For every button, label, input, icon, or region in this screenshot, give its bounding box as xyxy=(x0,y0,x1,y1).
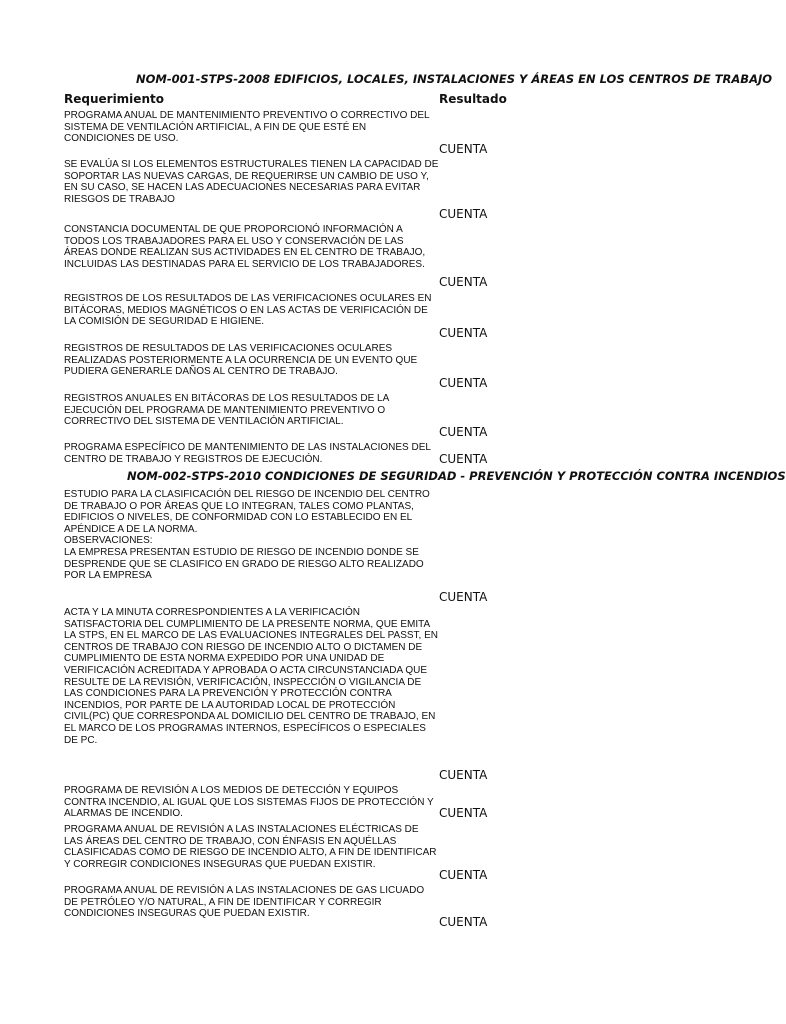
requirement-text: ESTUDIO PARA LA CLASIFICACIÓN DEL RIESGO DE INCENDIO DEL CENTRO DE TRABAJO O POR ÁREAS QUE LO INTEGRAN, TALES COMO PLANTAS, EDIFICIOS O NIVELES, DE CONFORMIDAD CON LO ESTABLECIDO EN EL APÉNDICE A DE LA NORMA. xyxy=(64,489,430,535)
requirement-row: PROGRAMA DE REVISIÓN A LOS MEDIOS DE DETECCIÓN Y EQUIPOS CONTRA INCENDIO, AL IGUAL QUE LOS SISTEMAS FIJOS DE PROTECCIÓN Y ALARMAS DE INCENDIO. xyxy=(64,785,434,820)
requirement-row: REGISTROS DE RESULTADOS DE LAS VERIFICACIONES OCULARES REALIZADAS POSTERIORMENTE A LA OCURRENCIA DE UN EVENTO QUE PUDIERA GENERARLE DAÑOS AL CENTRO DE TRABAJO. xyxy=(64,343,418,378)
requirement-column-header: Requerimiento xyxy=(64,92,164,106)
requirement-row: PROGRAMA ANUAL DE MANTENIMIENTO PREVENTIVO O CORRECTIVO DEL SISTEMA DE VENTILACIÓN ARTIFICIAL, A FIN DE QUE ESTÉ EN CONDICIONES DE USO. xyxy=(64,110,430,145)
requirement-row: PROGRAMA ANUAL DE REVISIÓN A LAS INSTALACIONES DE GAS LICUADO DE PETRÓLEO Y/O NATURAL, A FIN DE IDENTIFICAR Y CORREGIR CONDICIONES INSEGURAS QUE PUEDAN EXISTIR. xyxy=(64,885,425,920)
result-cell: CUENTA xyxy=(439,376,488,390)
result-cell: CUENTA xyxy=(439,425,488,439)
result-cell: CUENTA xyxy=(439,806,488,820)
result-cell: CUENTA xyxy=(439,207,488,221)
result-cell: CUENTA xyxy=(439,326,488,340)
result-cell: CUENTA xyxy=(439,590,488,604)
observations-label: OBSERVACIONES: xyxy=(64,535,153,547)
result-cell: CUENTA xyxy=(439,768,488,782)
section-title-nom-002: NOM-002-STPS-2010 CONDICIONES DE SEGURIDAD - PREVENCIÓN Y PROTECCIÓN CONTRA INCENDIOS xyxy=(127,469,786,483)
requirement-row: REGISTROS ANUALES EN BITÁCORAS DE LOS RESULTADOS DE LA EJECUCIÓN DEL PROGRAMA DE MANTENIMIENTO PREVENTIVO O CORRECTIVO DEL SISTEMA DE VENTILACIÓN ARTIFICIAL. xyxy=(64,393,389,428)
requirement-row: PROGRAMA ANUAL DE REVISIÓN A LAS INSTALACIONES ELÉCTRICAS DE LAS ÁREAS DEL CENTRO DE TRABAJO, CON ÉNFASIS EN AQUÉLLAS CLASIFICADAS COMO DE RIESGO DE INCENDIO ALTO, A FIN DE IDENTIFICAR Y CORREGIR CONDICIONES INSEGURAS QUE PUEDAN EXISTIR. xyxy=(64,824,437,870)
requirement-row: SE EVALÚA SI LOS ELEMENTOS ESTRUCTURALES TIENEN LA CAPACIDAD DE SOPORTAR LAS NUEVAS CARGAS, DE REQUERIRSE UN CAMBIO DE USO Y, EN SU CASO, SE HACEN LAS ADECUACIONES NECESARIAS PARA EVITAR RIESGOS DE TRABAJO xyxy=(64,159,439,205)
requirement-row: ACTA Y LA MINUTA CORRESPONDIENTES A LA VERIFICACIÓN SATISFACTORIA DEL CUMPLIMIENTO DE LA PRESENTE NORMA, QUE EMITA LA STPS, EN EL MARCO DE LAS EVALUACIONES INTEGRALES DEL PASST, EN CENTROS DE TRABAJO CON RIESGO DE INCENDIO ALTO O DICTAMEN DE CUMPLIMIENTO DE ESTA NORMA EXPEDIDO POR UNA UNIDAD DE VERIFICACIÓN ACREDITADA Y APROBADA O ACTA CIRCUNSTANCIADA QUE RESULTE DE LA REVISIÓN, VERIFICACIÓN, INSPECCIÓN O VIGILANCIA DE LAS CONDICIONES PARA LA PREVENCIÓN Y PROTECCIÓN CONTRA INCENDIOS, POR PARTE DE LA AUTORIDAD LOCAL DE PROTECCIÓN CIVIL(PC) QUE CORRESPONDA AL DOMICILIO DEL CENTRO DE TRABAJO, EN EL MARCO DE LOS PROGRAMAS INTERNOS, ESPECÍFICOS O ESPECIALES DE PC. xyxy=(64,607,439,746)
requirement-row: REGISTROS DE LOS RESULTADOS DE LAS VERIFICACIONES OCULARES EN BITÁCORAS, MEDIOS MAGNÉTICOS O EN LAS ACTAS DE VERIFICACIÓN DE LA COMISIÓN DE SEGURIDAD E HIGIENE. xyxy=(64,293,432,328)
requirement-row xyxy=(64,489,439,582)
section-title-nom-001: NOM-001-STPS-2008 EDIFICIOS, LOCALES, INSTALACIONES Y ÁREAS EN LOS CENTROS DE TRABAJO xyxy=(136,72,773,86)
result-cell: CUENTA xyxy=(439,142,488,156)
result-cell: CUENTA xyxy=(439,868,488,882)
requirement-row: CONSTANCIA DOCUMENTAL DE QUE PROPORCIONÓ INFORMACIÓN A TODOS LOS TRABAJADORES PARA EL USO Y CONSERVACIÓN DE LAS ÁREAS DONDE REALIZAN SUS ACTIVIDADES EN EL CENTRO DE TRABAJO, INCLUIDAS LAS DESTINADAS PARA EL SERVICIO DE LOS TRABAJADORES. xyxy=(64,224,426,270)
result-cell: CUENTA xyxy=(439,915,488,929)
result-cell: CUENTA xyxy=(439,275,488,289)
requirement-row: PROGRAMA ESPECÍFICO DE MANTENIMIENTO DE LAS INSTALACIONES DEL CENTRO DE TRABAJO Y REGISTROS DE EJECUCIÓN. xyxy=(64,442,431,465)
result-cell: CUENTA xyxy=(439,452,488,466)
observations-text: LA EMPRESA PRESENTAN ESTUDIO DE RIESGO DE INCENDIO DONDE SE DESPRENDE QUE SE CLASIFICO EN GRADO DE RIESGO ALTO REALIZADO POR LA EMPRESA xyxy=(64,546,424,582)
result-column-header: Resultado xyxy=(439,92,507,106)
